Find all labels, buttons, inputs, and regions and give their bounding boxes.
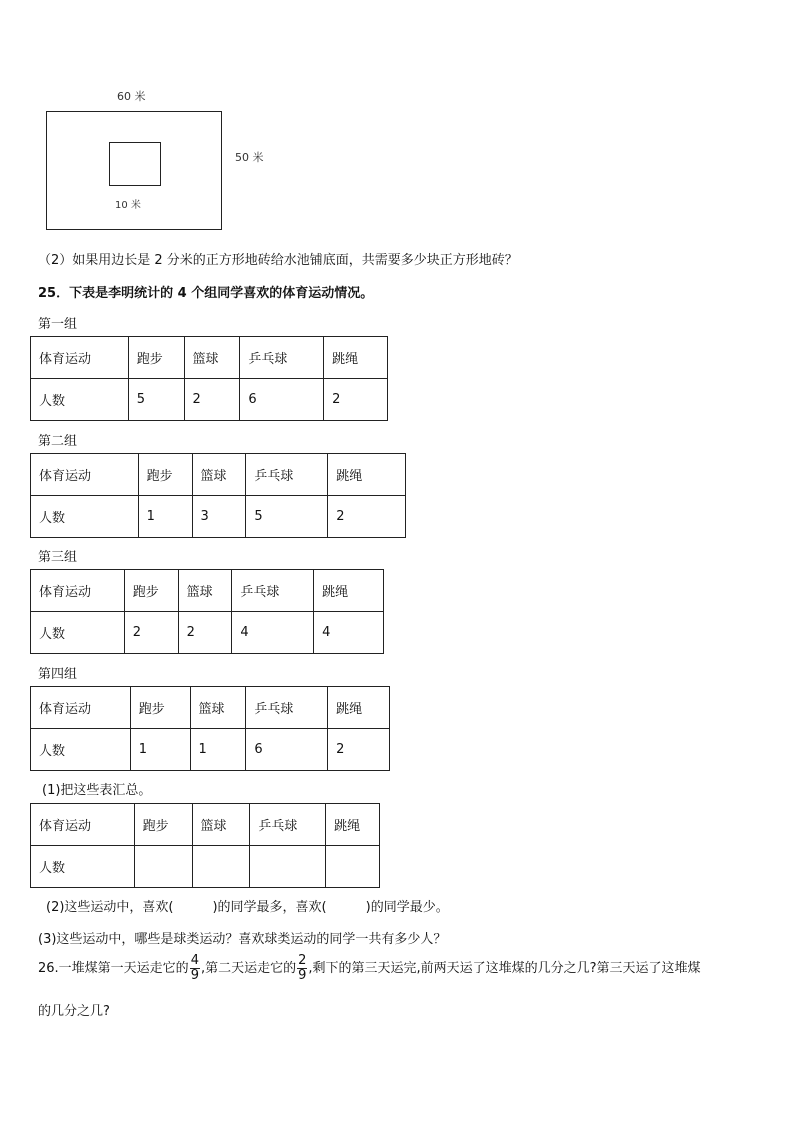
group-2-table <box>30 453 406 538</box>
table-cell: 2 <box>328 729 390 771</box>
table-header-row <box>31 570 384 612</box>
fraction-numerator: 2 <box>298 953 307 968</box>
table-cell: 2 <box>324 379 388 421</box>
fraction-numerator: 4 <box>190 953 199 968</box>
inner-label: 10 米 <box>115 200 141 211</box>
question-26-line-1 <box>38 954 701 983</box>
table-cell: 体育运动 <box>31 804 135 846</box>
table-cell: 4 <box>232 612 314 654</box>
table-cell: 乒乓球 <box>246 687 328 729</box>
table-row <box>31 846 380 888</box>
pool-rectangle <box>109 142 161 186</box>
group-label: 第三组 <box>38 550 78 565</box>
table-header-row <box>31 687 390 729</box>
table-cell: 乒乓球 <box>240 337 324 379</box>
answer-cell[interactable] <box>134 846 192 888</box>
table-cell: 体育运动 <box>31 454 139 496</box>
fraction-denominator: 9 <box>190 968 199 983</box>
table-cell: 体育运动 <box>31 687 131 729</box>
q26-text-3: ,剩下的第三天运完,前两天运了这堆煤的几分之几?第三天运了这堆煤 <box>308 961 701 976</box>
height-label: 50 米 <box>235 151 264 164</box>
table-cell: 篮球 <box>192 804 250 846</box>
fraction-four-ninths <box>190 954 200 983</box>
question-24-2: （2）如果用边长是 2 分米的正方形地砖给水池铺底面，共需要多少块正方形地砖？ <box>38 253 518 268</box>
group-3-table <box>30 569 384 654</box>
q26-text-2: ,第二天运走它的 <box>200 961 297 976</box>
table-row <box>31 379 388 421</box>
table-cell: 人数 <box>31 496 139 538</box>
group-label: 第二组 <box>38 434 78 449</box>
table-cell: 2 <box>184 379 240 421</box>
answer-cell[interactable] <box>326 846 380 888</box>
summary-table <box>30 803 380 888</box>
table-cell: 篮球 <box>178 570 232 612</box>
table-header-row <box>31 337 388 379</box>
group-label: 第一组 <box>38 317 78 332</box>
table-cell: 人数 <box>31 612 125 654</box>
table-row <box>31 729 390 771</box>
sub-question-1: (1)把这些表汇总。 <box>42 783 152 798</box>
table-cell: 2 <box>124 612 178 654</box>
table-cell: 跳绳 <box>326 804 380 846</box>
question-26-line-2: 的几分之几? <box>38 1004 110 1019</box>
table-header-row <box>31 804 380 846</box>
answer-cell[interactable] <box>192 846 250 888</box>
table-cell: 1 <box>190 729 246 771</box>
question-25-title: 25．下表是李明统计的 4 个组同学喜欢的体育运动情况。 <box>38 286 374 301</box>
table-cell: 跑步 <box>128 337 184 379</box>
table-cell: 跑步 <box>138 454 192 496</box>
table-cell: 6 <box>246 729 328 771</box>
table-cell: 篮球 <box>192 454 246 496</box>
group-1-table <box>30 336 388 421</box>
table-cell: 1 <box>138 496 192 538</box>
width-label: 60 米 <box>117 90 146 103</box>
fraction-denominator: 9 <box>298 968 307 983</box>
table-cell: 跑步 <box>134 804 192 846</box>
table-row <box>31 612 384 654</box>
group-4-table <box>30 686 390 771</box>
table-row <box>31 496 406 538</box>
table-cell: 人数 <box>31 729 131 771</box>
table-cell: 跳绳 <box>328 687 390 729</box>
fraction-two-ninths <box>297 954 307 983</box>
table-cell: 5 <box>128 379 184 421</box>
table-header-row <box>31 454 406 496</box>
table-cell: 乒乓球 <box>250 804 326 846</box>
table-cell: 人数 <box>31 379 129 421</box>
table-cell: 篮球 <box>190 687 246 729</box>
table-cell: 乒乓球 <box>232 570 314 612</box>
table-cell: 篮球 <box>184 337 240 379</box>
sub-question-3: (3)这些运动中，哪些是球类运动？喜欢球类运动的同学一共有多少人？ <box>38 932 447 947</box>
table-cell: 跳绳 <box>314 570 384 612</box>
answer-cell[interactable] <box>250 846 326 888</box>
table-cell: 跑步 <box>124 570 178 612</box>
table-cell: 5 <box>246 496 328 538</box>
table-cell: 跑步 <box>130 687 190 729</box>
table-cell: 跳绳 <box>328 454 406 496</box>
table-cell: 4 <box>314 612 384 654</box>
table-cell: 人数 <box>31 846 135 888</box>
table-cell: 体育运动 <box>31 570 125 612</box>
q26-text-1: 26.一堆煤第一天运走它的 <box>38 961 189 976</box>
table-cell: 跳绳 <box>324 337 388 379</box>
table-cell: 3 <box>192 496 246 538</box>
sub-question-2: (2)这些运动中，喜欢( )的同学最多，喜欢( )的同学最少。 <box>46 900 449 915</box>
table-cell: 2 <box>178 612 232 654</box>
table-cell: 6 <box>240 379 324 421</box>
table-cell: 乒乓球 <box>246 454 328 496</box>
group-label: 第四组 <box>38 667 78 682</box>
table-cell: 2 <box>328 496 406 538</box>
table-cell: 1 <box>130 729 190 771</box>
table-cell: 体育运动 <box>31 337 129 379</box>
